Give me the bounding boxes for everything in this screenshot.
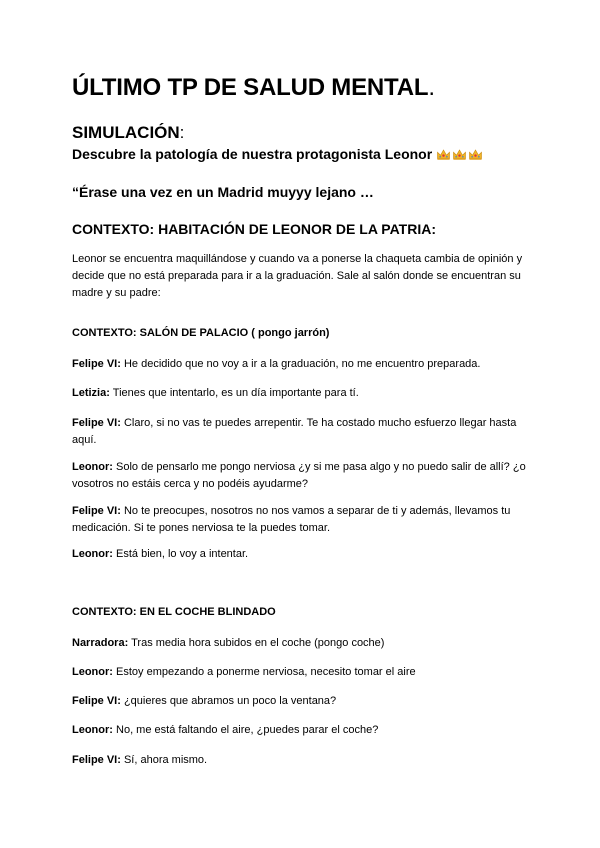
dialogue-line — [72, 503, 532, 537]
dialogue-text: Tras media hora subidos en el coche (pongo coche) — [128, 637, 385, 649]
simulation-description — [72, 146, 484, 162]
speaker-name: Leonor: — [72, 548, 113, 560]
dialogue-text: Sí, ahora mismo. — [120, 754, 208, 766]
dialogue-text: No te preocupes, nosotros no nos vamos a separar de ti y además, llevamos tu medicación. Si te pones nerviosa te la puedes tomar. — [72, 505, 511, 534]
speaker-name: Leonor: — [72, 724, 113, 736]
context-heading-palace: CONTEXTO: SALÓN DE PALACIO ( pongo jarrón) — [72, 327, 330, 339]
intro-paragraph: Leonor se encuentra maquillándose y cuando va a ponerse la chaqueta cambia de opinión y decide que no está preparada para ir a la graduación. Sale al salón donde se encuentran su madre y su padre: — [72, 253, 523, 299]
speaker-name: Felipe VI: — [72, 358, 121, 370]
dialogue-line — [72, 693, 532, 710]
dialogue-line — [72, 664, 532, 681]
dialogue-text: Claro, si no vas te puedes arrepentir. Te ha costado mucho esfuerzo llegar hasta aquí. — [72, 417, 517, 446]
speaker-name: Leonor: — [72, 461, 113, 473]
dialogue-text: Está bien, lo voy a intentar. — [112, 548, 249, 560]
crown-icon — [468, 147, 483, 162]
speaker-name: Felipe VI: — [72, 754, 121, 766]
dialogue-line — [72, 415, 532, 449]
crown-icon — [436, 147, 451, 162]
speaker-name: Leonor: — [72, 666, 113, 678]
dialogue-line — [72, 356, 532, 373]
speaker-name: Narradora: — [72, 637, 129, 649]
crown-icons — [436, 147, 484, 162]
context-heading-room: CONTEXTO: HABITACIÓN DE LEONOR DE LA PATRIA: — [72, 221, 436, 237]
dialogue-line — [72, 722, 532, 739]
description-text: Descubre la patología de nuestra protagonista Leonor — [72, 146, 433, 162]
speaker-name: Felipe VI: — [72, 417, 121, 429]
speaker-name: Felipe VI: — [72, 505, 121, 517]
dialogue-line — [72, 459, 532, 493]
dialogue-text: ¿quieres que abramos un poco la ventana? — [120, 695, 337, 707]
title-text: ÚLTIMO TP DE SALUD MENTAL — [72, 74, 429, 101]
simulation-colon: : — [179, 123, 185, 142]
dialogue-line — [72, 752, 532, 769]
opening-quote: “Érase una vez en un Madrid muyyy lejano … — [72, 184, 374, 200]
dialogue-text: Estoy empezando a ponerme nerviosa, necesito tomar el aire — [112, 666, 416, 678]
dialogue-text: Solo de pensarlo me pongo nerviosa ¿y si me pasa algo y no puedo salir de allí? ¿o vosotros no estáis cerca y no podéis ayudarme? — [72, 461, 526, 490]
speaker-name: Letizia: — [72, 387, 110, 399]
context-heading-car: CONTEXTO: EN EL COCHE BLINDADO — [72, 606, 276, 618]
crown-icon — [452, 147, 467, 162]
speaker-name: Felipe VI: — [72, 695, 121, 707]
dialogue-text: No, me está faltando el aire, ¿puedes parar el coche? — [112, 724, 379, 736]
document-title — [72, 74, 435, 102]
simulation-heading — [72, 123, 184, 143]
dialogue-text: He decidido que no voy a ir a la graduación, no me encuentro preparada. — [120, 358, 481, 370]
title-period: . — [428, 74, 435, 101]
dialogue-line — [72, 635, 532, 652]
dialogue-line — [72, 546, 532, 563]
dialogue-text: Tienes que intentarlo, es un día importante para tí. — [109, 387, 359, 399]
simulation-heading-text: SIMULACIÓN — [72, 123, 180, 142]
dialogue-line — [72, 385, 532, 402]
